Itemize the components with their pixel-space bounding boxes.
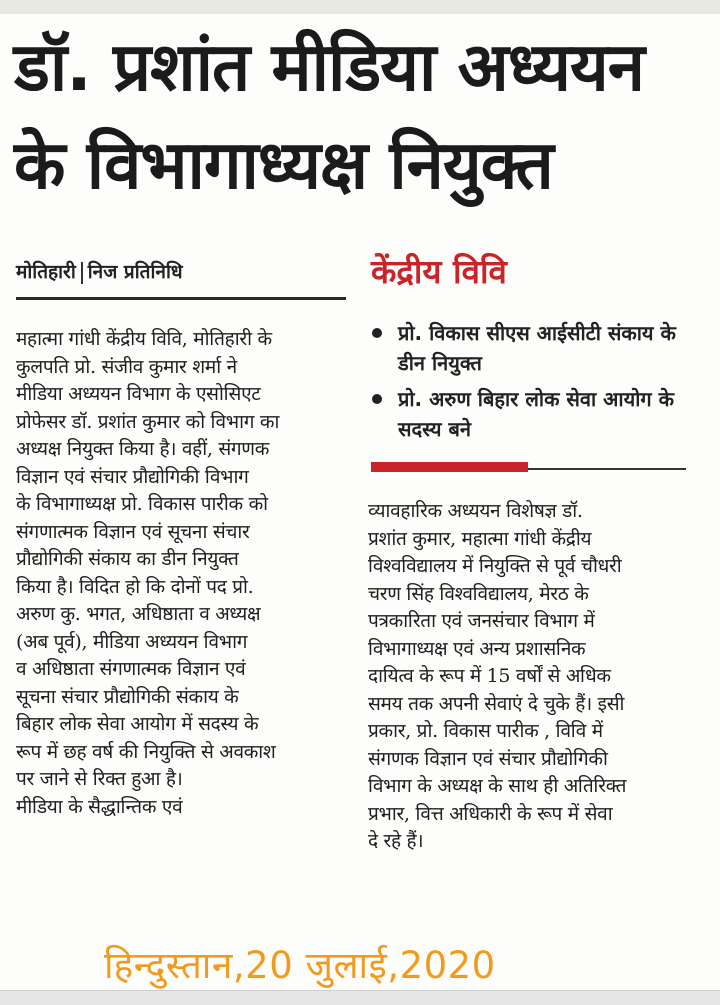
- highlight-text: प्रो. अरुण बिहार लोक सेवा आयोग के सदस्य बने: [398, 387, 674, 441]
- section-label: केंद्रीय विवि: [371, 252, 507, 291]
- headline-line-1: डॉ. प्रशांत मीडिया अध्ययन: [14, 28, 644, 106]
- section-divider-accent: [371, 462, 528, 472]
- highlight-item: [372, 384, 692, 444]
- highlight-item: [372, 318, 692, 378]
- highlights-list: [372, 318, 692, 450]
- bottom-edge-strip: [0, 990, 720, 1005]
- source-caption: हिन्दुस्तान,20 जुलाई,2020: [104, 944, 496, 987]
- dateline-place: मोतिहारी: [16, 261, 76, 283]
- article-column-2-text: व्यावहारिक अध्ययन विशेषज्ञ डॉ. प्रशांत कुमार, महात्मा गांधी केंद्रीय विश्वविद्यालय में नियुक्ति से पूर्व चौधरी चरण सिंह विश्वविद्यालय, मेरठ के पत्रकारिता एवं जनसंचार विभाग में विभागाध्यक्ष एवं अन्य प्रशासनिक दायित्व के रूप में 15 वर्षों से अधिक समय तक अपनी सेवाएं दे चुके हैं। इसी प्रकार, प्रो. विकास पारीक , विवि में संगणक विज्ञान एवं संचार प्रौद्योगिकी विभाग के अध्यक्ष के साथ ही अतिरिक्त प्रभार, वित्त अधिकारी के रूप में सेवा दे रहे हैं।: [368, 500, 627, 852]
- section-divider-line: [528, 468, 686, 470]
- article-column-2: [368, 498, 690, 856]
- dateline-separator: [81, 262, 83, 284]
- dateline-rule: [16, 297, 346, 300]
- dateline: [16, 258, 183, 284]
- article-column-1-text: महात्मा गांधी केंद्रीय विवि, मोतिहारी के कुलपति प्रो. संजीव कुमार शर्मा ने मीडिया अध्ययन विभाग के एसोसिएट प्रोफेसर डॉ. प्रशांत कुमार को विभाग का अध्यक्ष नियुक्त किया है। वहीं, संगणक विज्ञान एवं संचार प्रौद्योगिकी विभाग के विभागाध्यक्ष प्रो. विकास पारीक को संगणात्मक विज्ञान एवं सूचना संचार प्रौद्योगिकी संकाय का डीन नियुक्त किया है। विदित हो कि दोनों पद प्रो. अरुण कु. भगत, अधिष्ठाता व अध्यक्ष (अब पूर्व), मीडिया अध्ययन विभाग व अधिष्ठाता संगणात्मक विज्ञान एवं सूचना संचार प्रौद्योगिकी संकाय के बिहार लोक सेवा आयोग में सदस्य के रूप में छह वर्ष की नियुक्ति से अवकाश पर जाने से रिक्त हुआ है। मीडिया के सैद्धान्तिक एवं: [16, 328, 280, 818]
- headline: [14, 18, 714, 214]
- highlight-text: प्रो. विकास सीएस आईसीटी संकाय के डीन नियुक्त: [398, 321, 676, 375]
- top-edge-band: [0, 0, 720, 14]
- bullet-dot-icon: [372, 394, 382, 404]
- headline-line-2: के विभागाध्यक्ष नियुक्त: [14, 126, 553, 204]
- article-column-1: [16, 326, 342, 821]
- dateline-reporter: निज प्रतिनिधि: [87, 261, 183, 283]
- bullet-dot-icon: [372, 328, 382, 338]
